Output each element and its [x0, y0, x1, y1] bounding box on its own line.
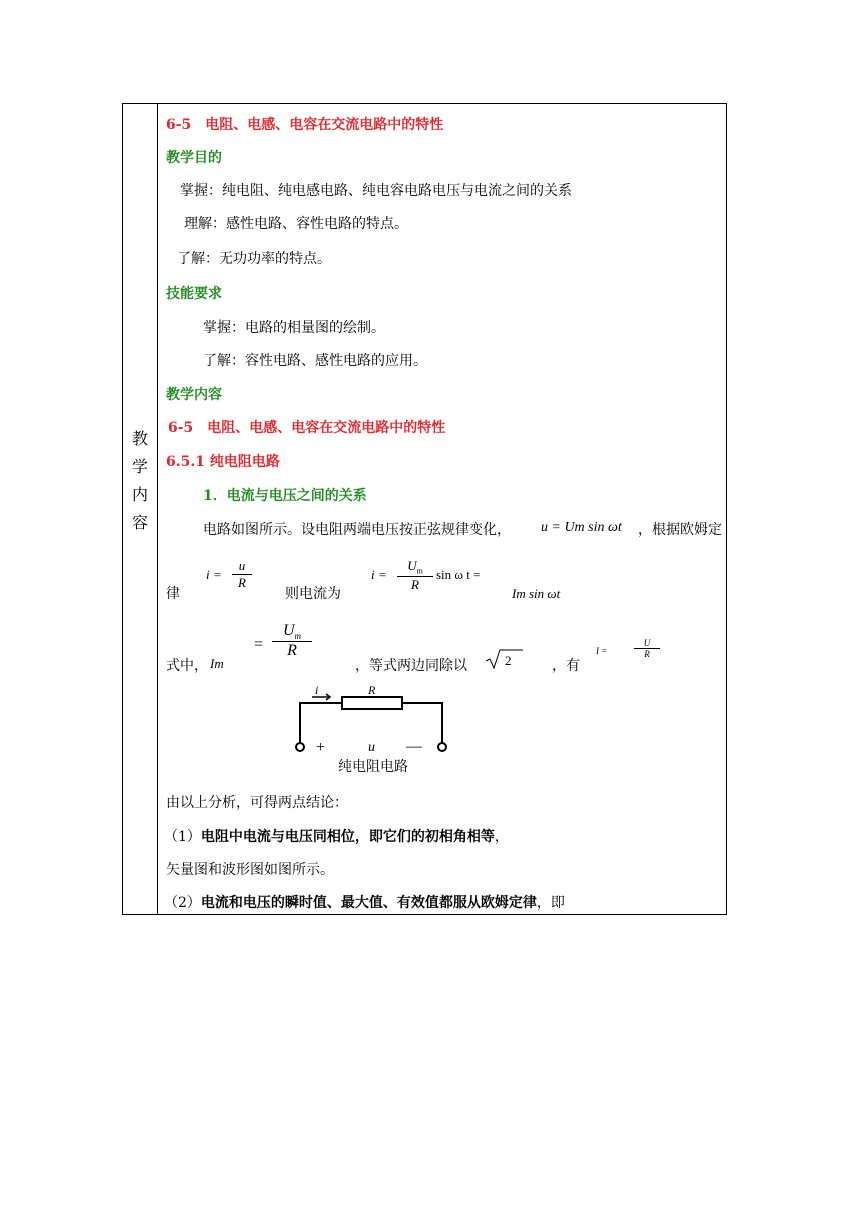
- resistive-circuit-diagram: [290, 683, 455, 755]
- im-fraction: [272, 622, 312, 660]
- rms-numerator: U: [634, 638, 660, 649]
- um-m: m: [416, 566, 423, 576]
- have-text: ，有: [552, 658, 580, 674]
- objectives-heading: 教学目的: [166, 150, 222, 166]
- where-text: 式中，: [166, 658, 208, 674]
- terminal-right: [438, 743, 446, 751]
- ohm-lhs: i =: [206, 567, 222, 582]
- current-fraction: [397, 558, 433, 593]
- side-char: 教: [131, 429, 148, 448]
- conclusion-1-text: 电阻中电流与电压同相位，即它们的初相角相等: [200, 829, 495, 845]
- content-title: 6-5 电阻、电感、电容在交流电路中的特性: [168, 420, 446, 436]
- im-sin-omega-t: Im sin ωt: [512, 586, 561, 601]
- content-heading: 教学内容: [166, 387, 222, 403]
- im-equals: =: [254, 636, 264, 653]
- side-char: 学: [131, 457, 148, 476]
- para1-text: 电路如图所示。设电阻两端电压按正弦规律变化，: [203, 522, 511, 538]
- conclusion-1-next: 矢量图和波形图如图所示。: [166, 862, 334, 878]
- minus-label: —: [406, 738, 422, 755]
- um-u: U: [407, 558, 417, 573]
- conclusion-2-tail: ，即: [536, 895, 565, 911]
- sqrt-value: 2: [505, 653, 512, 668]
- resistor-label: R: [368, 683, 376, 697]
- terminal-left: [296, 743, 304, 751]
- circuit-wire-right: [402, 703, 442, 743]
- table-column-divider: [157, 103, 158, 915]
- ohm-denominator: R: [238, 575, 246, 590]
- side-char: 容: [131, 513, 148, 532]
- conclusion-2-number: （2）: [164, 895, 201, 911]
- sin-omega-t: sin ω t =: [436, 567, 481, 582]
- plus-label: +: [316, 739, 326, 755]
- skill-know: 了解：容性电路、感性电路的应用。: [203, 353, 427, 369]
- objective-know: 了解：无功功率的特点。: [177, 251, 331, 267]
- voltage-equation: u = Um sin ωt: [541, 520, 622, 535]
- conclusion-2-text: 电流和电压的瞬时值、最大值、有效值都服从欧姆定律: [200, 895, 537, 911]
- im-m: m: [294, 631, 302, 642]
- item1-heading: 1．电流与电压之间的关系: [203, 488, 367, 504]
- current-is-text: 则电流为: [285, 586, 341, 602]
- skills-heading: 技能要求: [166, 286, 222, 302]
- current-numerator: [397, 558, 433, 577]
- ohm-fraction: [232, 558, 252, 591]
- im-symbol: Im: [210, 656, 224, 671]
- voltage-label: u: [368, 740, 375, 755]
- rms-lhs: I =: [596, 646, 608, 656]
- side-char: 内: [131, 485, 148, 504]
- im-u: U: [282, 622, 295, 639]
- subsection-title: 6.5.1 纯电阻电路: [166, 454, 280, 470]
- current-label: i: [315, 683, 319, 697]
- header-title: 6-5 电阻、电感、电容在交流电路中的特性: [166, 117, 444, 133]
- current-denominator: R: [411, 576, 419, 592]
- law-char: 律: [166, 586, 180, 602]
- analysis-text: 由以上分析，可得两点结论：: [166, 795, 348, 811]
- conclusion-2: [164, 892, 565, 912]
- conclusion-1: [164, 826, 509, 846]
- skill-master: 掌握：电路的相量图的绘制。: [203, 320, 385, 336]
- im-numerator: [272, 622, 312, 642]
- conclusion-1-number: （1）: [164, 829, 201, 845]
- rms-fraction: [634, 638, 660, 659]
- objective-master: 掌握：纯电阻、纯电感电路、纯电容电路电压与电流之间的关系: [180, 183, 572, 199]
- resistor-symbol: [342, 697, 402, 709]
- para1-tail: ，根据欧姆定: [638, 522, 722, 538]
- conclusion-1-tail: ，: [494, 829, 509, 845]
- current-lhs: i =: [371, 567, 387, 582]
- side-label: [126, 425, 154, 537]
- im-denominator: R: [287, 642, 297, 660]
- rms-denominator: R: [644, 649, 650, 659]
- ohm-numerator: u: [232, 558, 252, 575]
- figure-caption: 纯电阻电路: [338, 759, 408, 775]
- objective-understand: 理解：感性电路、容性电路的特点。: [184, 216, 408, 232]
- divide-text: ，等式两边同除以: [355, 658, 467, 674]
